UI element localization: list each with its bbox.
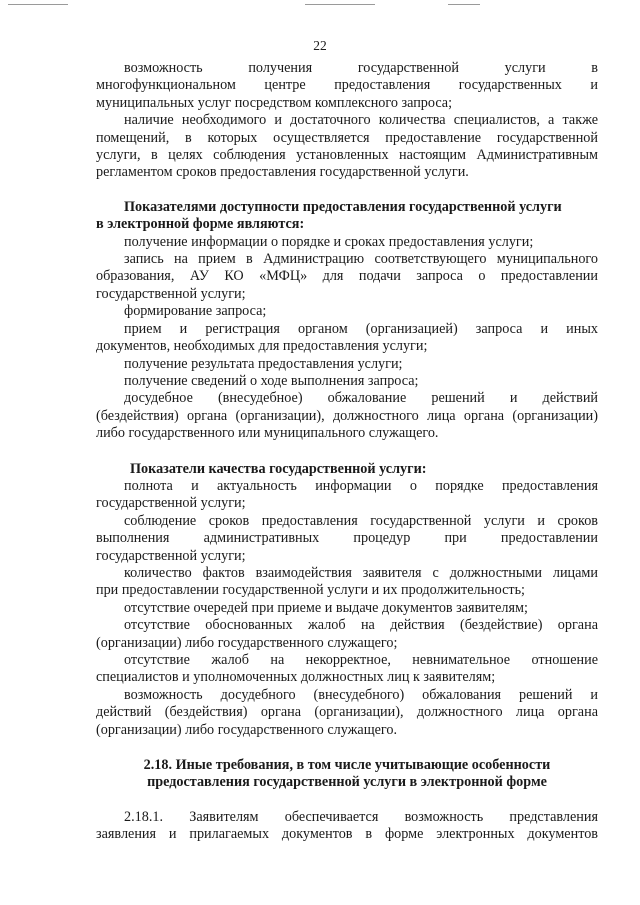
text-line: государственной услуги; bbox=[96, 495, 246, 512]
quality-list bbox=[96, 478, 598, 739]
section-2-18-1 bbox=[96, 809, 598, 844]
text-line: помещений, в которых осуществляется предоставление государственной bbox=[96, 129, 598, 146]
text-line: возможность получения государственной услуги в bbox=[124, 60, 598, 76]
text-line: (организации) либо государственного служащего. bbox=[96, 721, 398, 738]
top-rule-left bbox=[8, 4, 68, 5]
text-line: (организации) либо государственного служащего; bbox=[96, 634, 398, 651]
text-line: 2.18.1. Заявителям обеспечивается возможность представления bbox=[124, 808, 598, 825]
text-line: отсутствие жалоб на некорректное, невнимательное отношение bbox=[124, 652, 598, 668]
section-2-18-heading bbox=[96, 757, 598, 792]
heading-line: 2.18. Иные требования, в том числе учитывающие особенности bbox=[143, 757, 551, 774]
text-line: наличие необходимого и достаточного количества специалистов, а также bbox=[124, 112, 598, 129]
text-line: получение результата предоставления услуги; bbox=[124, 355, 403, 372]
text-line: прием и регистрация органом (организацией) запроса и иных bbox=[124, 320, 598, 337]
heading-line: Показателями доступности предоставления государственной услуги bbox=[124, 198, 562, 215]
text-line: запись на прием в Администрацию соответствующего муниципального bbox=[124, 251, 598, 268]
text-line: отсутствие обоснованных жалоб на действия (бездействие) органа bbox=[124, 617, 598, 634]
text-line: заявления и прилагаемых документов в форме электронных документов bbox=[96, 826, 598, 843]
top-rule-mid bbox=[305, 4, 375, 5]
top-rule-right bbox=[448, 4, 480, 5]
text-line: услуги, в целях соблюдения установленных настоящим Административным bbox=[96, 147, 598, 164]
availability-section bbox=[96, 60, 598, 182]
text-line: многофункциональном центре предоставления государственных и bbox=[96, 77, 598, 94]
text-line: формирование запроса; bbox=[124, 303, 267, 320]
text-line: муниципальных услуг посредством комплексного запроса; bbox=[96, 94, 453, 111]
text-line: количество фактов взаимодействия заявителя с должностными лицами bbox=[124, 564, 598, 581]
heading-line: предоставления государственной услуги в электронной форме bbox=[147, 774, 547, 791]
text-line: досудебное (внесудебное) обжалование решений и действий bbox=[124, 390, 598, 407]
text-line: при предоставлении государственной услуги и их продолжительность; bbox=[96, 582, 525, 599]
text-line: соблюдение сроков предоставления государственной услуги и сроков bbox=[124, 512, 598, 529]
quality-heading: Показатели качества государственной услуги: bbox=[130, 460, 427, 477]
electronic-availability-list bbox=[96, 234, 598, 443]
electronic-availability-heading bbox=[96, 199, 598, 234]
text-line: полнота и актуальность информации о порядке предоставления bbox=[124, 477, 598, 494]
text-line: отсутствие очередей при приеме и выдаче документов заявителям; bbox=[124, 599, 528, 616]
text-line: специалистов и уполномоченных должностных лиц к заявителям; bbox=[96, 669, 496, 686]
text-line: государственной услуги; bbox=[96, 285, 246, 302]
page-number: 22 bbox=[313, 38, 327, 53]
text-line: действий (бездействия) органа (организации), должностного лица органа bbox=[96, 704, 598, 721]
text-line: выполнения административных процедур при предоставлении bbox=[96, 530, 598, 547]
heading-line: в электронной форме являются: bbox=[96, 216, 305, 233]
text-line: государственной услуги; bbox=[96, 547, 246, 564]
text-line: получение информации о порядке и сроках предоставления услуги; bbox=[124, 233, 534, 250]
text-line: получение сведений о ходе выполнения запроса; bbox=[124, 372, 419, 389]
text-line: возможность досудебного (внесудебного) обжалования решений и bbox=[124, 686, 598, 703]
text-line: документов, необходимых для предоставления услуги; bbox=[96, 338, 428, 355]
document-body bbox=[96, 60, 598, 844]
text-line: регламентом сроков предоставления государственной услуги. bbox=[96, 164, 469, 181]
text-line: образования, АУ КО «МФЦ» для подачи запроса о предоставлении bbox=[96, 268, 598, 285]
text-line: либо государственного или муниципального служащего. bbox=[96, 425, 439, 442]
text-line: (бездействия) органа (организации), должностного лица органа (организации) bbox=[96, 407, 598, 424]
